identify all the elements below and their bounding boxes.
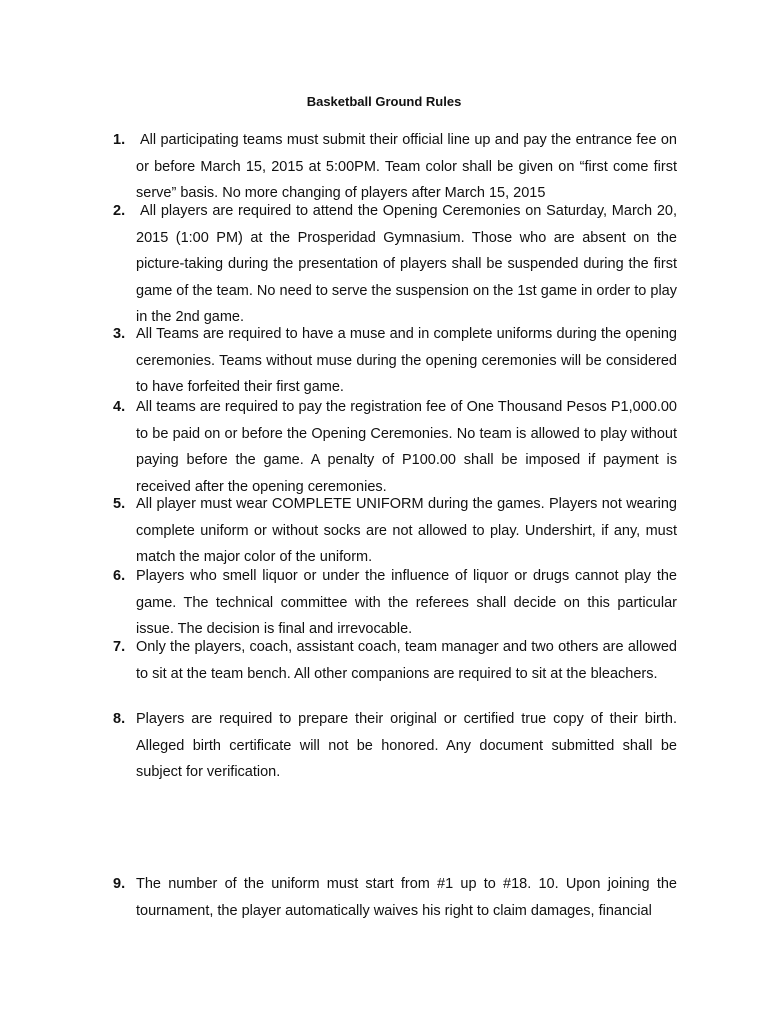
rule-item xyxy=(113,634,677,687)
rule-number: 9. xyxy=(113,876,126,892)
rule-number: 7. xyxy=(113,639,126,655)
rule-item xyxy=(113,491,677,571)
rule-text: Players who smell liquor or under the influence of liquor or drugs cannot play the game. The technical committee with the referees shall decide on this particular issue. The decision is final and irrevocable. xyxy=(136,568,677,638)
rule-text: All Teams are required to have a muse and in complete uniforms during the opening ceremonies. Teams without muse during the opening ceremonies will be considered to have forfeited their first game. xyxy=(136,326,677,396)
rule-text: Players are required to prepare their original or certified true copy of their birth. Alleged birth certificate will not be honored. Any document submitted shall be subject for verification. xyxy=(136,711,677,781)
rule-item xyxy=(113,198,677,331)
rule-item xyxy=(113,321,677,401)
rule-item xyxy=(113,706,677,786)
rule-item xyxy=(113,871,677,924)
rule-number: 8. xyxy=(113,711,126,727)
rule-item xyxy=(113,127,677,207)
rule-text: All teams are required to pay the registration fee of One Thousand Pesos P1,000.00 to be paid on or before the Opening Ceremonies. No team is allowed to play without paying before the game. A penalty of P100.00 shall be imposed if payment is received after the opening ceremonies. xyxy=(136,399,677,495)
rule-number: 5. xyxy=(113,496,126,512)
rule-item xyxy=(113,563,677,643)
rule-text: Only the players, coach, assistant coach, team manager and two others are allowed to sit at the team bench. All other companions are required to sit at the bleachers. xyxy=(136,639,677,682)
rule-text: The number of the uniform must start from #1 up to #18. 10. Upon joining the tournament, the player automatically waives his right to claim damages, financial xyxy=(136,876,677,919)
rule-item xyxy=(113,394,677,500)
document-title: Basketball Ground Rules xyxy=(306,94,462,109)
rule-number: 2. xyxy=(113,203,126,219)
rule-number: 6. xyxy=(113,568,126,584)
rule-number: 3. xyxy=(113,326,126,342)
rule-number: 4. xyxy=(113,399,126,415)
rule-text: All players are required to attend the Opening Ceremonies on Saturday, March 20, 2015 (1:00 PM) at the Prosperidad Gymnasium. Those who are absent on the picture-taking during the presentation of players shall be suspended during the first game of the team. No need to serve the suspension on the 1st game in order to play in the 2nd game. xyxy=(136,203,677,326)
rule-number: 1. xyxy=(113,132,126,148)
rule-text: All player must wear COMPLETE UNIFORM during the games. Players not wearing complete uniform or without socks are not allowed to play. Undershirt, if any, must match the major color of the uniform. xyxy=(136,496,677,566)
rule-text: All participating teams must submit their official line up and pay the entrance fee on or before March 15, 2015 at 5:00PM. Team color shall be given on “first come first serve” basis. No more changing of players after March 15, 2015 xyxy=(136,132,677,202)
